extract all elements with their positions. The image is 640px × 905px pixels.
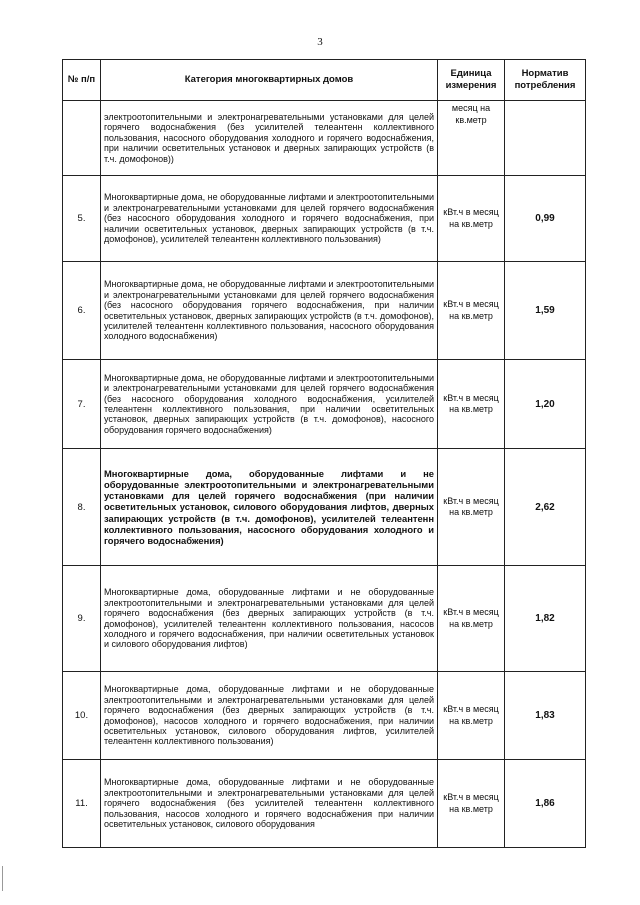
consumption-norms-table [62,59,586,848]
row-unit: месяц на кв.метр [438,101,505,176]
table-row [63,760,586,848]
row-unit: кВт.ч в месяц на кв.метр [438,360,505,449]
row-category: Многоквартирные дома, не оборудованные лифтами и электроотопительными и электронагревательными установками для целей горячего водоснабжения (без насосного оборудования холодного водоснабжения, усилителей телеантенн коллективного пользования, при наличии осветительных установок, дверных запирающих устройств (в т.ч. домофонов), насосного оборудования горячего водоснабжения) [101,360,438,449]
row-value: 1,20 [505,360,586,449]
header-norm: Норматив потребления [505,60,586,101]
row-unit: кВт.ч в месяц на кв.метр [438,760,505,848]
header-num: № п/п [63,60,101,101]
table-row [63,176,586,262]
row-num: 6. [63,262,101,360]
row-num: 8. [63,449,101,566]
row-category: Многоквартирные дома, оборудованные лифтами и не оборудованные электроотопительными и электронагревательными установками для целей горячего водоснабжения (без усилителей телеантенн коллективного пользования, насосов холодного и горячего водоснабжения при наличии осветительных установок, силового оборудования [101,760,438,848]
row-unit: кВт.ч в месяц на кв.метр [438,449,505,566]
row-value: 1,83 [505,672,586,760]
row-num: 11. [63,760,101,848]
row-num: 9. [63,566,101,672]
row-unit: кВт.ч в месяц на кв.метр [438,262,505,360]
page-number: 3 [317,36,323,48]
row-value: 1,82 [505,566,586,672]
row-num: 5. [63,176,101,262]
row-num: 7. [63,360,101,449]
header-unit: Единица измерения [438,60,505,101]
row-value: 1,86 [505,760,586,848]
header-row [63,60,586,101]
row-num: 10. [63,672,101,760]
table-row [63,672,586,760]
row-num [63,101,101,176]
row-value: 1,59 [505,262,586,360]
row-unit: кВт.ч в месяц на кв.метр [438,566,505,672]
row-category: Многоквартирные дома, не оборудованные лифтами и электроотопительными и электронагревательными установками для целей горячего водоснабжения (без насосного оборудования горячего водоснабжения, при наличии осветительных установок, дверных запирающих устройств (в т.ч. домофонов), усилителей телеантенн коллективного пользования, насосного оборудования холодного водоснабжения) [101,262,438,360]
row-value [505,101,586,176]
row-category: Многоквартирные дома, оборудованные лифтами и не оборудованные электроотопительными и электронагревательными установками для целей горячего водоснабжения (без дверных запирающих устройств (в т.ч. домофонов), усилителей телеантенн коллективного пользования, насосов холодного и горячего водоснабжения, при наличии осветительных установок и силового оборудования лифтов) [101,566,438,672]
row-value: 2,62 [505,449,586,566]
row-value: 0,99 [505,176,586,262]
table-row [63,262,586,360]
table-row [63,360,586,449]
table-row [63,449,586,566]
row-unit: кВт.ч в месяц на кв.метр [438,672,505,760]
table-row [63,101,586,176]
row-category: Многоквартирные дома, не оборудованные лифтами и электроотопительными и электронагревательными установками для целей горячего водоснабжения (без насосного оборудования холодного и горячего водоснабжения, при наличии осветительных установок, дверных запирающих устройств (в т.ч. домофонов), усилителей телеантенн коллективного пользования) [101,176,438,262]
header-category: Категория многоквартирных домов [101,60,438,101]
row-category: электроотопительными и электронагревательными установками для целей горячего водоснабжения (без усилителей телеантенн коллективного пользования, насосного оборудования холодного и горячего водоснабжения, при наличии осветительных установок и дверных запирающих устройств (в т.ч. домофонов)) [101,101,438,176]
table-row [63,566,586,672]
row-category: Многоквартирные дома, оборудованные лифтами и не оборудованные электроотопительными и электронагревательными установками для целей горячего водоснабжения (при наличии осветительных установок, силового оборудования лифтов, дверных запирающих устройств (в т.ч. домофонов), усилителей телеантенн коллективного пользования, насосного оборудования холодного и горячего водоснабжения) [101,449,438,566]
row-category: Многоквартирные дома, оборудованные лифтами и не оборудованные электроотопительными и электронагревательными установками для целей горячего водоснабжения (без дверных запирающих устройств (в т.ч. домофонов), насосов холодного и горячего водоснабжения, при наличии осветительных установок, силового оборудования лифтов, усилителей телеантенн коллективного пользования) [101,672,438,760]
row-unit: кВт.ч в месяц на кв.метр [438,176,505,262]
scan-edge-mark [2,866,3,891]
